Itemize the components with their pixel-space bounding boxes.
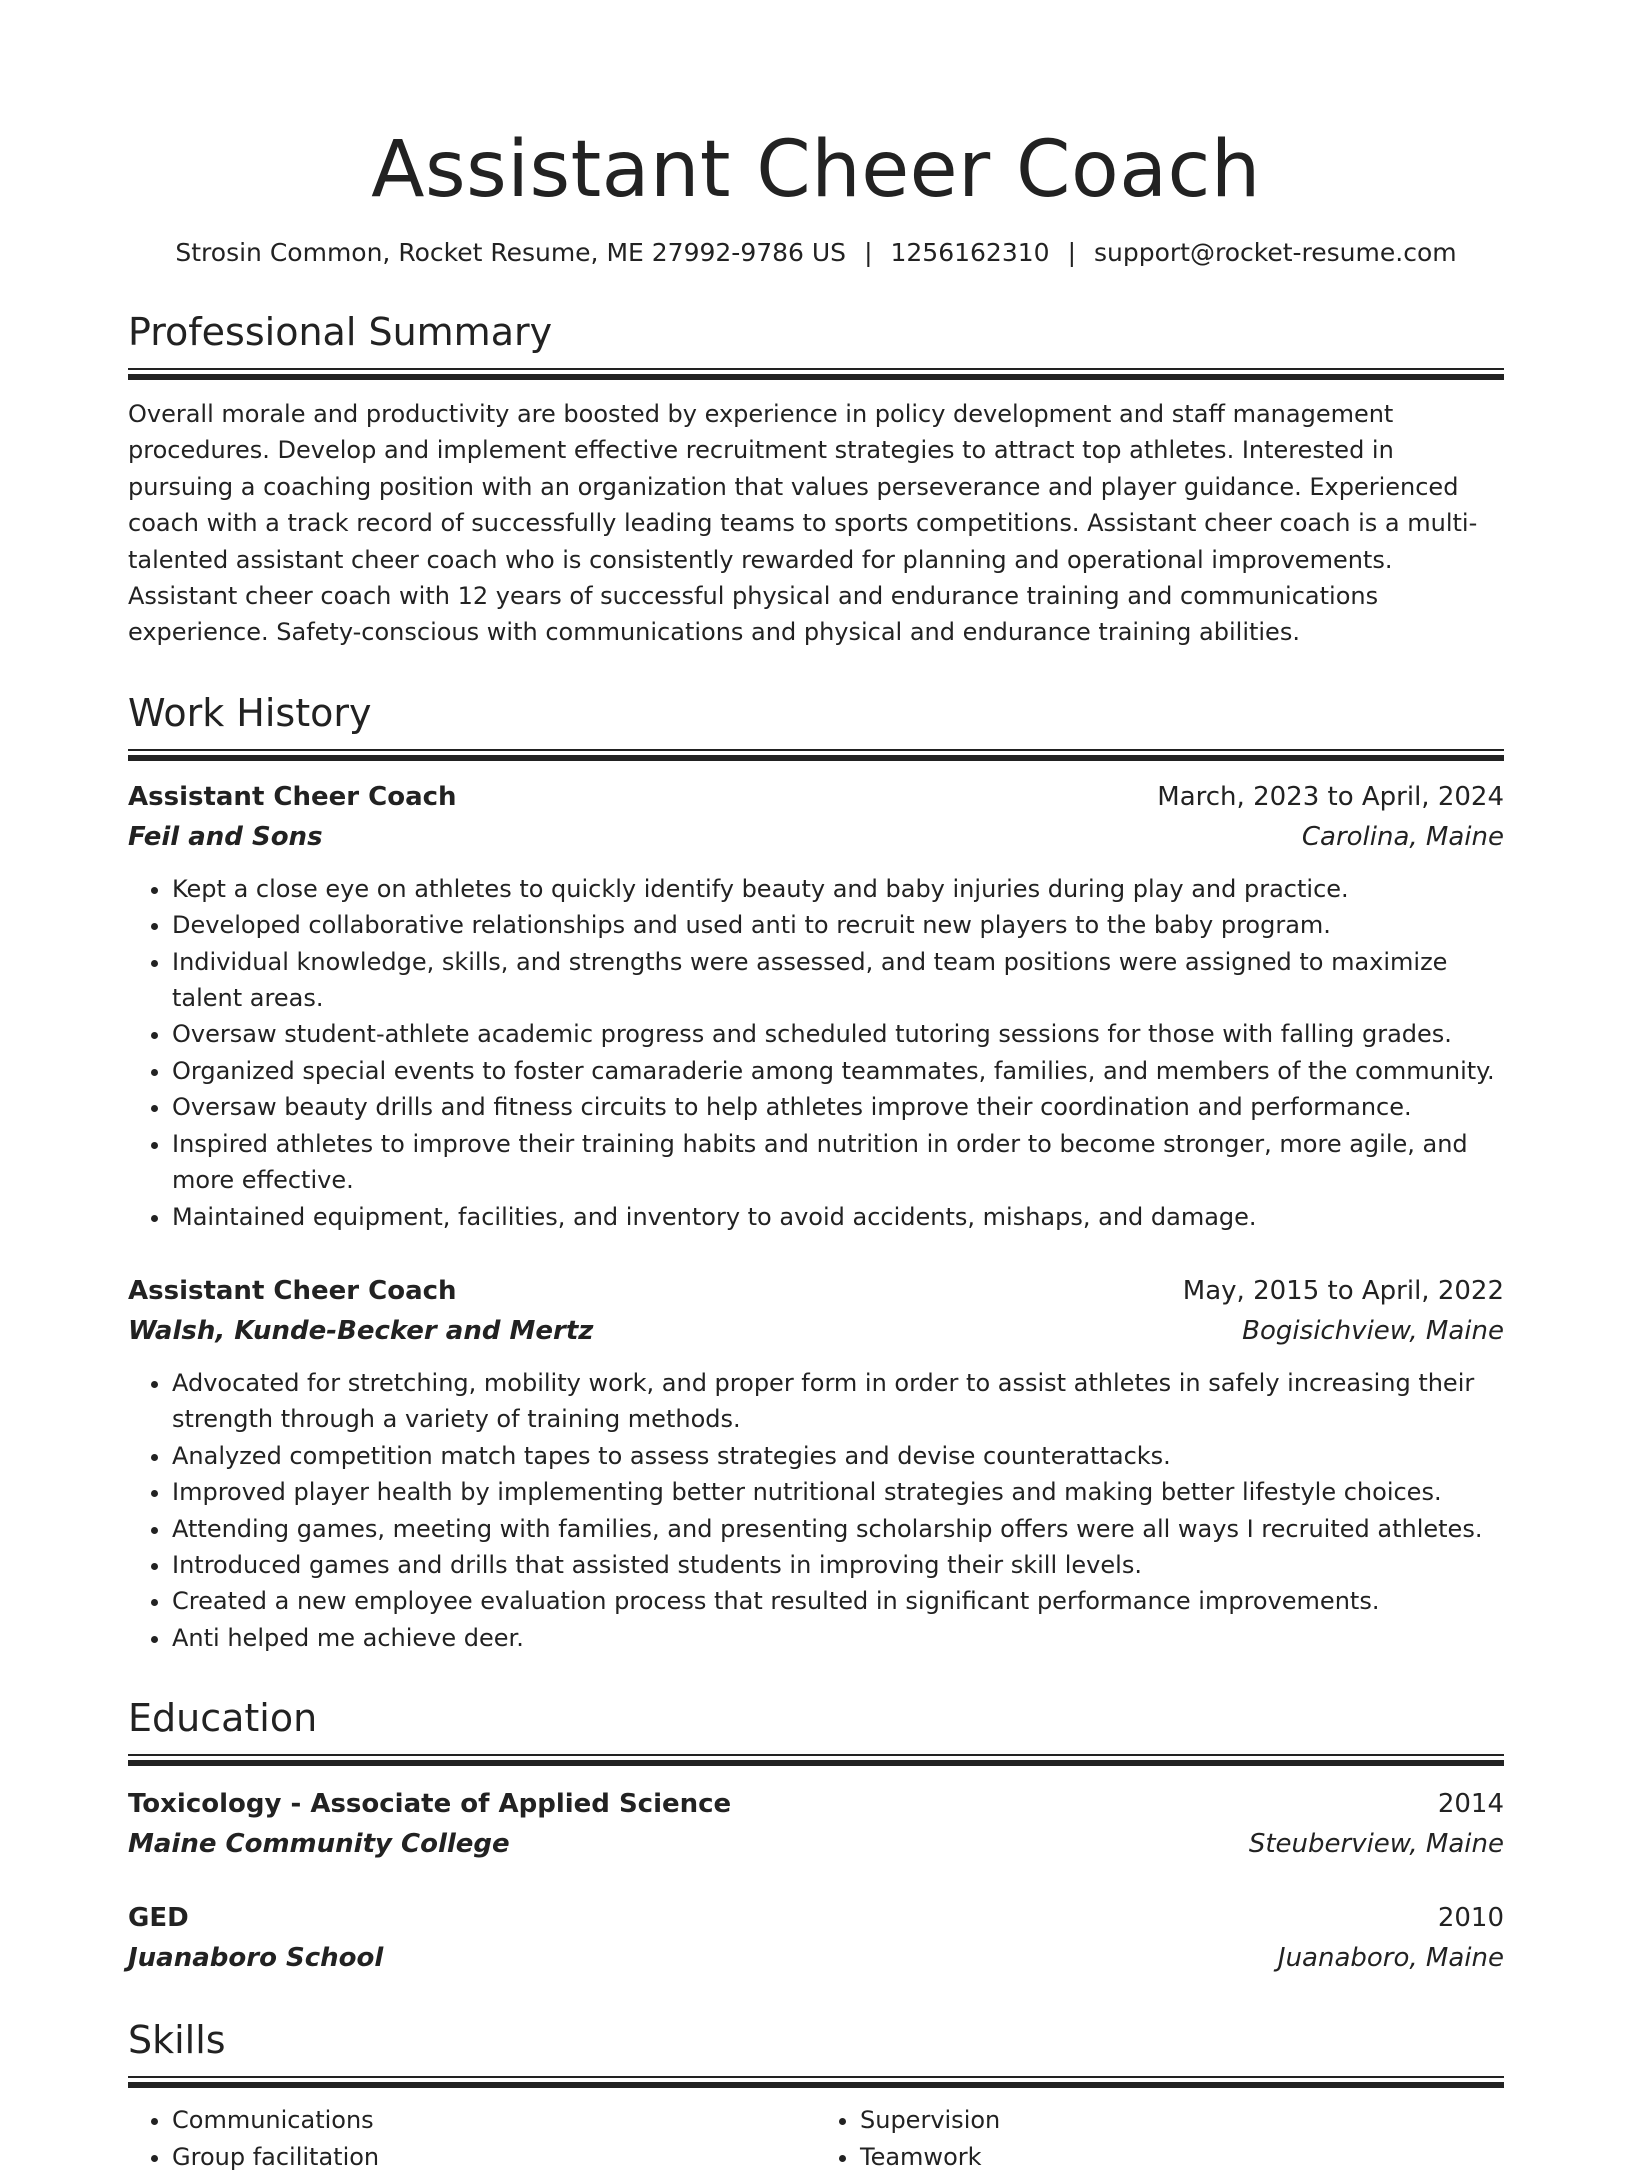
work-history-heading: Work History	[128, 690, 372, 735]
skill-item: • Supervision	[860, 2102, 1504, 2138]
education-year: 2010	[1437, 1903, 1504, 1934]
job-title: Assistant Cheer Coach	[128, 781, 457, 812]
job-duty: • Analyzed competition match tapes to assess strategies and devise counterattacks.	[172, 1438, 1504, 1474]
skills-list-right	[816, 2102, 1504, 2175]
job-duty: • Maintained equipment, facilities, and inventory to avoid accidents, mishaps, and damage.	[172, 1199, 1504, 1235]
job-duty: • Oversaw student-athlete academic progress and scheduled tutoring sessions for those with falling grades.	[172, 1016, 1504, 1052]
contact-address: Strosin Common, Rocket Resume, ME 27992-9786 US	[175, 238, 847, 267]
skills-grid	[128, 2102, 1504, 2175]
education-degree: Toxicology - Associate of Applied Science	[128, 1789, 732, 1820]
skill-item: • Teamwork	[860, 2139, 1504, 2175]
job-duty: • Created a new employee evaluation process that resulted in significant performance improvements.	[172, 1583, 1504, 1619]
education-location: Steuberview, Maine	[1248, 1829, 1504, 1860]
job-duty: • Organized special events to foster camaraderie among teammates, families, and members of the community.	[172, 1053, 1504, 1089]
education-entry	[128, 1784, 1504, 1864]
job-dates: March, 2023 to April, 2024	[1157, 781, 1504, 812]
job-duty: • Oversaw beauty drills and fitness circuits to help athletes improve their coordination and performance.	[172, 1089, 1504, 1125]
job-location: Bogisichview, Maine	[1242, 1315, 1504, 1346]
work-history-section	[128, 689, 1504, 1656]
job-duty: • Introduced games and drills that assisted students in improving their skill levels.	[172, 1547, 1504, 1583]
job-company: Walsh, Kunde-Becker and Mertz	[128, 1315, 594, 1346]
job-entry	[128, 777, 1504, 1235]
section-divider	[128, 368, 1504, 380]
skills-section	[128, 2016, 1504, 2175]
summary-heading: Professional Summary	[128, 310, 553, 354]
job-duty: • Advocated for stretching, mobility work, and proper form in order to assist athletes in safely increasing their strength through a variety of training methods.	[172, 1365, 1504, 1438]
job-duty: • Developed collaborative relationships and used anti to recruit new players to the baby program.	[172, 907, 1504, 943]
job-dates: May, 2015 to April, 2022	[1182, 1275, 1504, 1306]
job-duty: • Kept a close eye on athletes to quickly identify beauty and baby injuries during play and practice.	[172, 871, 1504, 907]
education-section	[128, 1694, 1504, 1978]
skills-heading: Skills	[128, 2018, 226, 2063]
contact-line	[128, 236, 1504, 270]
job-title: Assistant Cheer Coach	[128, 1275, 457, 1306]
contact-email: support@rocket-resume.com	[1094, 238, 1457, 267]
section-divider	[128, 749, 1504, 761]
contact-separator: |	[864, 238, 873, 267]
section-divider	[128, 2076, 1504, 2088]
education-school: Juanaboro School	[128, 1943, 384, 1974]
education-heading: Education	[128, 1696, 318, 1741]
job-duties-list	[128, 1365, 1504, 1656]
education-location: Juanaboro, Maine	[1277, 1943, 1504, 1974]
section-divider	[128, 1754, 1504, 1766]
job-duties-list	[128, 871, 1504, 1235]
job-duty: • Attending games, meeting with families, and presenting scholarship offers were all ways I recruited athletes.	[172, 1511, 1504, 1547]
job-duty: • Improved player health by implementing better nutritional strategies and making better lifestyle choices.	[172, 1474, 1504, 1510]
job-location: Carolina, Maine	[1301, 821, 1504, 852]
education-degree: GED	[128, 1903, 189, 1934]
skills-list-left	[128, 2102, 816, 2175]
resume-name: Assistant Cheer Coach	[371, 125, 1261, 215]
job-duty: • Anti helped me achieve deer.	[172, 1620, 1504, 1656]
summary-section	[128, 308, 1504, 651]
job-entry	[128, 1271, 1504, 1656]
education-year: 2014	[1437, 1789, 1504, 1820]
summary-text: Overall morale and productivity are boosted by experience in policy development and staff management procedures. Develop and implement effective recruitment strategies to attract top athletes. Interested in pursuing a coaching position with an organization that values perseverance and player guidance. Experienced coach with a track record of successfully leading teams to sports competitions. Assistant cheer coach is a multi-talented assistant cheer coach who is consistently rewarded for planning and operational improvements. Assistant cheer coach with 12 years of successful physical and endurance training and communications experience. Safety-conscious with communications and physical and endurance training abilities.	[128, 400, 1478, 647]
skill-item: • Communications	[172, 2102, 816, 2138]
education-school: Maine Community College	[128, 1829, 510, 1860]
job-duty: • Individual knowledge, skills, and strengths were assessed, and team positions were assigned to maximize talent areas.	[172, 944, 1504, 1017]
education-entry	[128, 1898, 1504, 1978]
job-duty: • Inspired athletes to improve their training habits and nutrition in order to become stronger, more agile, and more effective.	[172, 1126, 1504, 1199]
contact-separator: |	[1067, 238, 1076, 267]
skill-item: • Group facilitation	[172, 2139, 816, 2175]
job-company: Feil and Sons	[128, 821, 323, 852]
contact-phone: 1256162310	[890, 238, 1050, 267]
